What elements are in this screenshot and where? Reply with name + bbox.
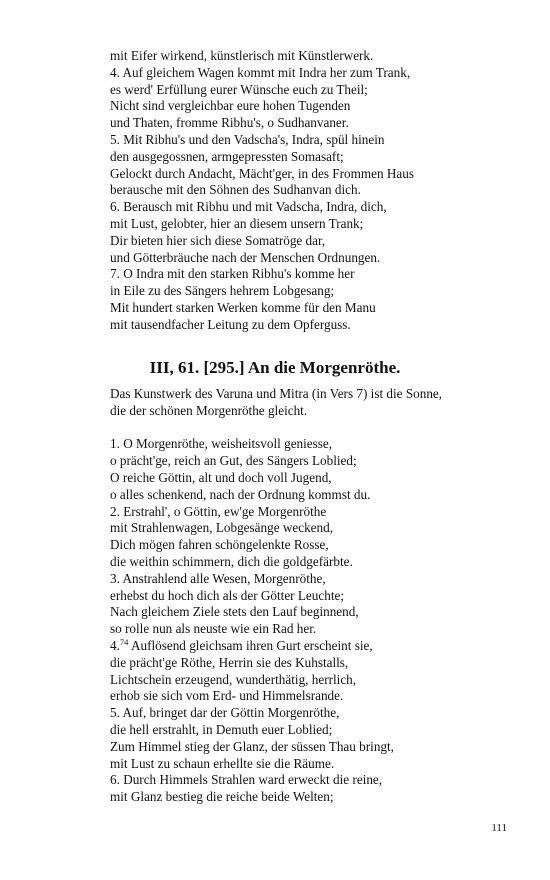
- verse-line: 2. Erstrahl', o Göttin, ew'ge Morgenröthe: [110, 503, 327, 519]
- verse-line: Dich mögen fahren schöngelenkte Rosse,: [110, 537, 329, 553]
- verse-line: 6. Berausch mit Ribhu und mit Vadscha, Indra, dich,: [110, 199, 387, 215]
- verse-line: es werd' Erfüllung eurer Wünsche euch zu Theil;: [110, 81, 368, 97]
- verse-line: in Eile zu des Sängers hehrem Lobgesang;: [110, 283, 335, 299]
- verse-line: Dir bieten hier sich diese Somatröge dar,: [110, 232, 326, 248]
- verse-line: O reiche Göttin, alt und doch voll Jugend,: [110, 469, 332, 485]
- verse-line: erhob sie sich vom Erd- und Himmelsrande.: [110, 688, 344, 704]
- verse-line: mit Eifer wirkend, künstlerisch mit Künstlerwerk.: [110, 48, 374, 63]
- verse-line: 5. Mit Ribhu's und den Vadscha's, Indra, spül hinein: [110, 131, 385, 147]
- verse-line: und Götterbräuche nach der Menschen Ordnungen.: [110, 249, 381, 265]
- verse-line: den ausgegossnen, armgepressten Somasaft;: [110, 148, 344, 164]
- verse-line: 5. Auf, bringet dar der Göttin Morgenröthe,: [110, 705, 340, 721]
- verse-line: 7. O Indra mit den starken Ribhu's komme her: [110, 266, 355, 282]
- hymn-body: [110, 386, 530, 806]
- verse-line: erhebst du hoch dich als der Götter Leuchte;: [110, 587, 344, 603]
- verse-line: Mit hundert starken Werken komme für den Manu: [110, 299, 376, 315]
- verse-line: und Thaten, fromme Ribhu's, o Sudhanvaner.: [110, 115, 349, 131]
- verse-line: mit Strahlenwagen, Lobgesänge weckend,: [110, 520, 334, 536]
- verse-line: die der schönen Morgenröthe gleicht.: [110, 402, 308, 418]
- verse-number: 4.: [110, 637, 120, 653]
- verses-main-1: [110, 436, 530, 638]
- verse-line: Das Kunstwerk des Varuna und Mitra (in Vers 7) ist die Sonne,: [110, 386, 443, 401]
- verse-line: o prächt'ge, reich an Gut, des Sängers Loblied;: [110, 453, 357, 469]
- hymn-title: III, 61. [295.] An die Morgenröthe.: [149, 358, 401, 377]
- verse-line: Nach gleichem Ziele stets den Lauf beginnend,: [110, 604, 359, 620]
- intro-paragraph: [110, 386, 530, 420]
- verse-line: mit Lust zu schaun erhellte sie die Räume.: [110, 755, 335, 771]
- verse-line: Nicht sind vergleichbar eure hohen Tugenden: [110, 98, 351, 114]
- verse-line: [110, 638, 530, 655]
- verse-line: berausche mit den Söhnen des Sudhanvan dich.: [110, 182, 361, 198]
- verse-line: die weithin schimmern, dich die goldgefärbte.: [110, 553, 353, 569]
- paragraph-gap: [110, 420, 530, 437]
- verse-line: Lichtschein erzeugend, wunderthätig, herrlich,: [110, 671, 357, 687]
- verse-line: 1. O Morgenröthe, weisheitsvoll geniesse,: [110, 436, 333, 452]
- verses-main-2: [110, 655, 530, 806]
- verse-line: o alles schenkend, nach der Ordnung kommst du.: [110, 486, 371, 502]
- verse-line: 4. Auf gleichem Wagen kommt mit Indra her zum Trank,: [110, 64, 411, 80]
- verse-line: so rolle nun als neuste wie ein Rad her.: [110, 621, 317, 637]
- verse-line: die hell erstrahlt, in Demuth euer Loblied;: [110, 721, 333, 737]
- verse-line: Gelockt durch Andacht, Mächt'ger, in des Frommen Haus: [110, 165, 414, 181]
- verse-line: mit Glanz bestieg die reiche beide Welten;: [110, 789, 334, 805]
- verses-top: [110, 48, 530, 334]
- verse-line: mit tausendfacher Leitung zu dem Opferguss.: [110, 316, 351, 332]
- verse-line: die prächt'ge Röthe, Herrin sie des Kuhstalls,: [110, 654, 349, 670]
- footnote-marker[interactable]: 74: [119, 636, 129, 647]
- verse-line: 6. Durch Himmels Strahlen ward erweckt die reine,: [110, 772, 383, 788]
- verse-line: mit Lust, gelobter, hier an diesem unsern Trank;: [110, 215, 364, 231]
- verse-line: Zum Himmel stieg der Glanz, der süssen Thau bringt,: [110, 738, 394, 754]
- page-number: 111: [491, 822, 507, 834]
- verse-text: Auflösend gleichsam ihren Gurt erscheint sie,: [128, 637, 373, 653]
- verse-line: 3. Anstrahlend alle Wesen, Morgenröthe,: [110, 570, 326, 586]
